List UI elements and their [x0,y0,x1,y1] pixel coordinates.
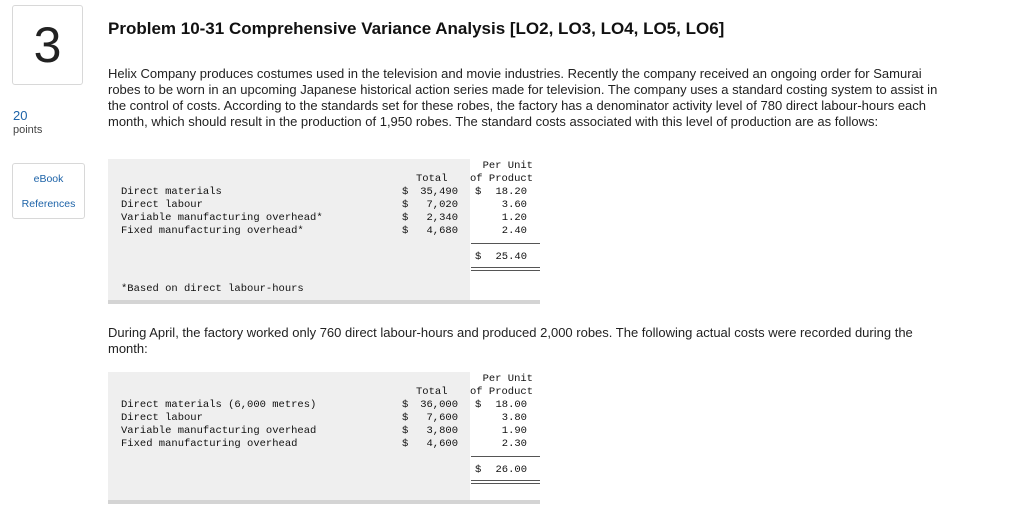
row-per-unit: 3.80 [501,412,527,424]
total-dollar: $ [475,251,482,263]
total-header: Total [416,173,448,185]
subtotal-rule [471,243,540,244]
row-per-unit: 1.90 [501,425,527,437]
per-unit-header: of Product [469,386,533,398]
points-value: 20 [13,108,28,123]
row-label: Fixed manufacturing overhead* [121,225,304,237]
question-number: 3 [33,17,62,73]
row-dollar: $ [402,212,409,224]
row-label: Direct labour [121,199,203,211]
resource-links-panel [12,163,85,219]
ebook-link[interactable]: eBook [33,173,64,185]
per-unit-header: of Product [469,173,533,185]
row-dollar: $ [402,438,409,450]
row-per-unit-dollar: $ [475,399,482,411]
row-dollar: $ [402,412,409,424]
row-per-unit: 18.00 [495,399,527,411]
points-label: points [13,124,43,137]
row-label: Direct materials (6,000 metres) [121,399,317,411]
row-total: 4,600 [426,438,458,450]
row-label: Direct materials [121,186,222,198]
row-total: 7,020 [426,199,458,211]
problem-title: Problem 10-31 Comprehensive Variance Analysis [LO2, LO3, LO4, LO5, LO6] [108,19,725,38]
row-total: 35,490 [420,186,458,198]
footnote: *Based on direct labour-hours [121,283,304,295]
question-number-box [12,5,83,85]
row-label: Variable manufacturing overhead* [121,212,323,224]
points-display [13,108,42,138]
row-total: 4,680 [426,225,458,237]
row-total: 7,600 [426,412,458,424]
row-label: Direct labour [121,412,203,424]
row-label: Fixed manufacturing overhead [121,438,298,450]
row-dollar: $ [402,399,409,411]
row-total: 36,000 [420,399,458,411]
row-dollar: $ [402,425,409,437]
row-per-unit-dollar: $ [475,186,482,198]
row-per-unit: 18.20 [495,186,527,198]
actual-cost-table [108,372,540,504]
total-double-rule [471,480,540,484]
total-per-unit: 25.40 [495,251,527,263]
row-per-unit: 2.30 [501,438,527,450]
row-label: Variable manufacturing overhead [121,425,317,437]
row-dollar: $ [402,225,409,237]
total-header: Total [416,386,448,398]
row-dollar: $ [402,199,409,211]
per-unit-header: Per Unit [482,373,533,385]
total-double-rule [471,267,540,271]
row-dollar: $ [402,186,409,198]
row-per-unit: 2.40 [501,225,527,237]
standard-cost-table [108,159,540,304]
row-total: 2,340 [426,212,458,224]
per-unit-header: Per Unit [482,160,533,172]
subtotal-rule [471,456,540,457]
row-per-unit: 3.60 [501,199,527,211]
total-dollar: $ [475,464,482,476]
total-per-unit: 26.00 [495,464,527,476]
problem-intro: Helix Company produces costumes used in the television and movie industries. Recently the company received an ongoing order for Samurai robes to be worn in an upcoming Japanese historical action series made for television. The company uses a standard costing system to assist in the control of costs. According to the standards set for these robes, the factory has a denominator activity level of 780 direct labour-hours each month, which should result in the production of 1,950 robes. The standard costs associated with this level of production are as follows: [108,66,938,129]
row-total: 3,800 [426,425,458,437]
april-description: During April, the factory worked only 760 direct labour-hours and produced 2,000 robes. The following actual costs were recorded during the month: [108,325,913,356]
references-link[interactable]: References [21,198,76,210]
row-per-unit: 1.20 [501,212,527,224]
